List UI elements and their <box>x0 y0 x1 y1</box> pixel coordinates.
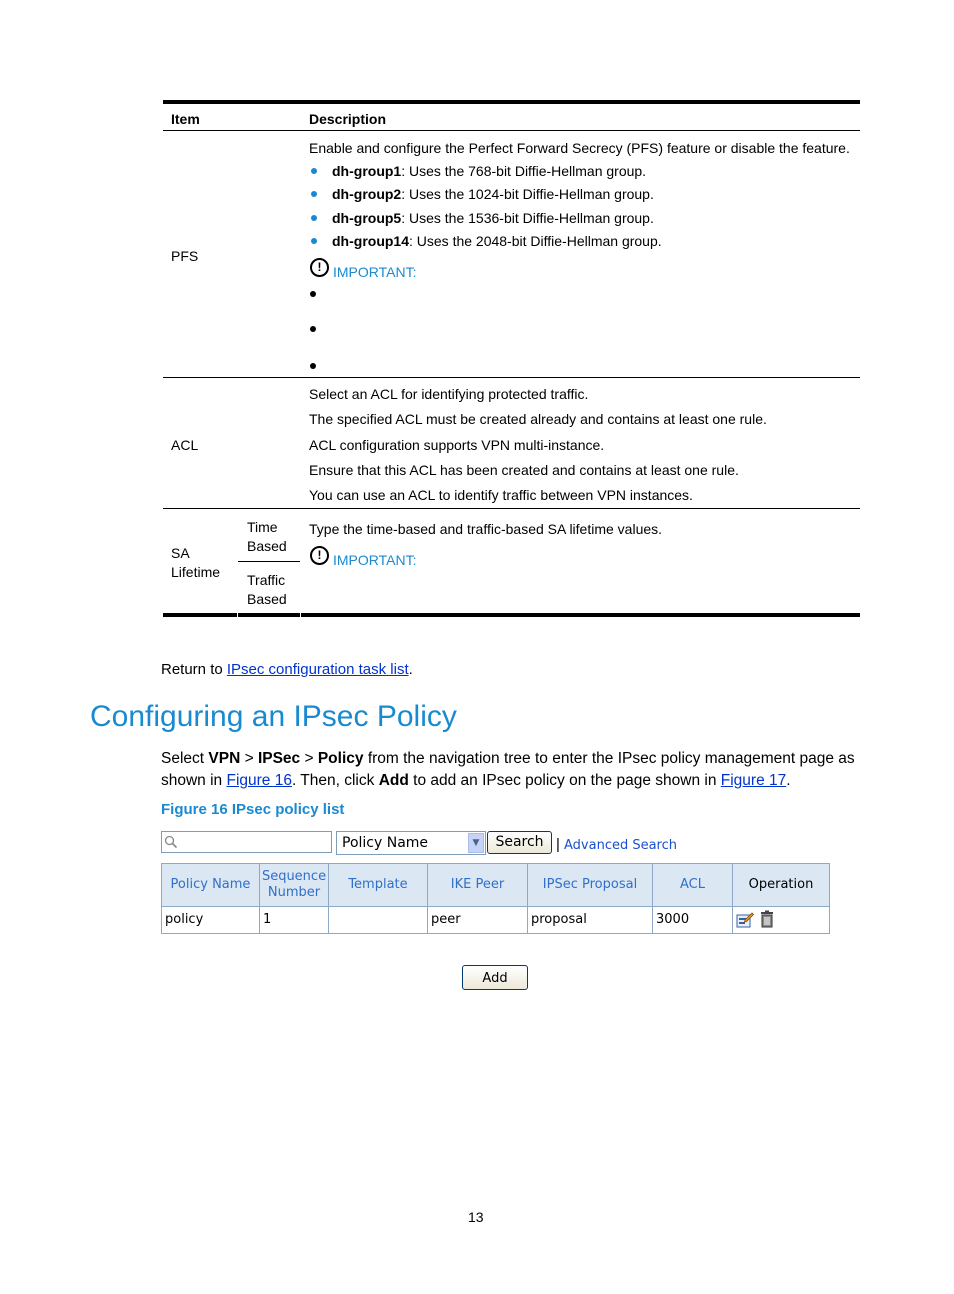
pfs-important-label: IMPORTANT: <box>333 264 417 280</box>
column-header-acl[interactable]: ACL <box>653 864 733 906</box>
delete-icon[interactable] <box>760 910 774 928</box>
pfs-intro: Enable and configure the Perfect Forward Secrecy (PFS) feature or disable the feature. <box>309 140 850 156</box>
table-bottom-rule <box>163 613 860 617</box>
acl-line: The specified ACL must be created already and contains at least one rule. <box>309 411 767 427</box>
pfs-option: dh-group14: Uses the 2048-bit Diffie-Hellman group. <box>332 233 662 249</box>
bottom-gap <box>300 613 301 617</box>
pfs-option: dh-group1: Uses the 768-bit Diffie-Hellman group. <box>332 163 647 179</box>
acl-label: ACL <box>171 437 199 453</box>
acl-line: Select an ACL for identifying protected traffic. <box>309 386 589 402</box>
sa-traffic-based-label: Traffic Based <box>247 572 287 607</box>
sa-description: Type the time-based and traffic-based SA lifetime values. <box>309 521 663 537</box>
bullet-icon <box>311 191 317 197</box>
page-number: 13 <box>468 1209 484 1225</box>
task-list-link[interactable]: IPsec configuration task list <box>226 661 409 678</box>
sa-label: SA Lifetime <box>171 545 221 580</box>
pfs-label: PFS <box>171 248 199 264</box>
empty-bullet-icon <box>310 291 316 297</box>
figure-17-link[interactable]: Figure 17 <box>720 772 787 789</box>
figure-16-link[interactable]: Figure 16 <box>226 772 292 789</box>
cell-template <box>329 907 428 933</box>
sa-time-based-label: Time Based <box>247 519 287 554</box>
important-icon: ! <box>310 546 329 565</box>
search-button[interactable]: Search <box>487 831 552 854</box>
cell-sequence: 1 <box>260 907 329 933</box>
chevron-down-icon: ▼ <box>468 833 484 853</box>
column-header-policy-name[interactable]: Policy Name <box>162 864 260 906</box>
section-heading: Configuring an IPsec Policy <box>90 700 457 733</box>
cell-operation <box>733 907 829 933</box>
column-header-ipsec-proposal[interactable]: IPSec Proposal <box>528 864 653 906</box>
acl-line: Ensure that this ACL has been created and contains at least one rule. <box>309 462 739 478</box>
add-button[interactable]: Add <box>462 965 528 990</box>
column-header-template[interactable]: Template <box>329 864 428 906</box>
row-rule <box>163 508 860 509</box>
column-header-sequence-number[interactable]: Sequence Number <box>260 864 329 906</box>
acl-line: You can use an ACL to identify traffic between VPN instances. <box>309 487 693 503</box>
search-icon <box>164 835 178 849</box>
advanced-search-link[interactable]: Advanced Search <box>564 838 678 853</box>
col-header-item: Item <box>171 111 200 127</box>
bottom-gap <box>237 613 238 617</box>
header-rule <box>163 130 860 131</box>
bullet-icon <box>311 215 317 221</box>
column-header-operation: Operation <box>733 864 829 906</box>
table-top-rule <box>163 100 860 104</box>
important-icon: ! <box>310 258 329 277</box>
col-header-description: Description <box>309 111 387 127</box>
row-rule <box>163 377 860 378</box>
cell-acl: 3000 <box>653 907 733 933</box>
bullet-icon <box>311 238 317 244</box>
pfs-option: dh-group5: Uses the 1536-bit Diffie-Hellman group. <box>332 210 654 226</box>
cell-proposal: proposal <box>528 907 653 933</box>
separator: | <box>556 836 560 853</box>
edit-icon[interactable] <box>736 911 754 929</box>
column-header-ike-peer[interactable]: IKE Peer <box>428 864 528 906</box>
sa-important-label: IMPORTANT: <box>333 552 417 568</box>
cell-policy-name: policy <box>162 907 260 933</box>
empty-bullet-icon <box>310 363 316 369</box>
figure-caption: Figure 16 IPsec policy list <box>161 801 345 818</box>
return-line: Return to IPsec configuration task list. <box>161 661 413 678</box>
sa-sub-rule <box>238 561 300 562</box>
empty-bullet-icon <box>310 326 316 332</box>
pfs-option: dh-group2: Uses the 1024-bit Diffie-Hellman group. <box>332 186 654 202</box>
intro-paragraph: Select VPN > IPSec > Policy from the navigation tree to enter the IPsec policy management page as shown in Figure 16. Then, click Add to add an IPsec policy on the page shown in Figure 17. <box>161 750 855 789</box>
search-input[interactable] <box>161 831 332 853</box>
search-field-select[interactable]: Policy Name ▼ <box>336 831 486 855</box>
bullet-icon <box>311 168 317 174</box>
acl-line: ACL configuration supports VPN multi-instance. <box>309 437 605 453</box>
cell-ike-peer: peer <box>428 907 528 933</box>
